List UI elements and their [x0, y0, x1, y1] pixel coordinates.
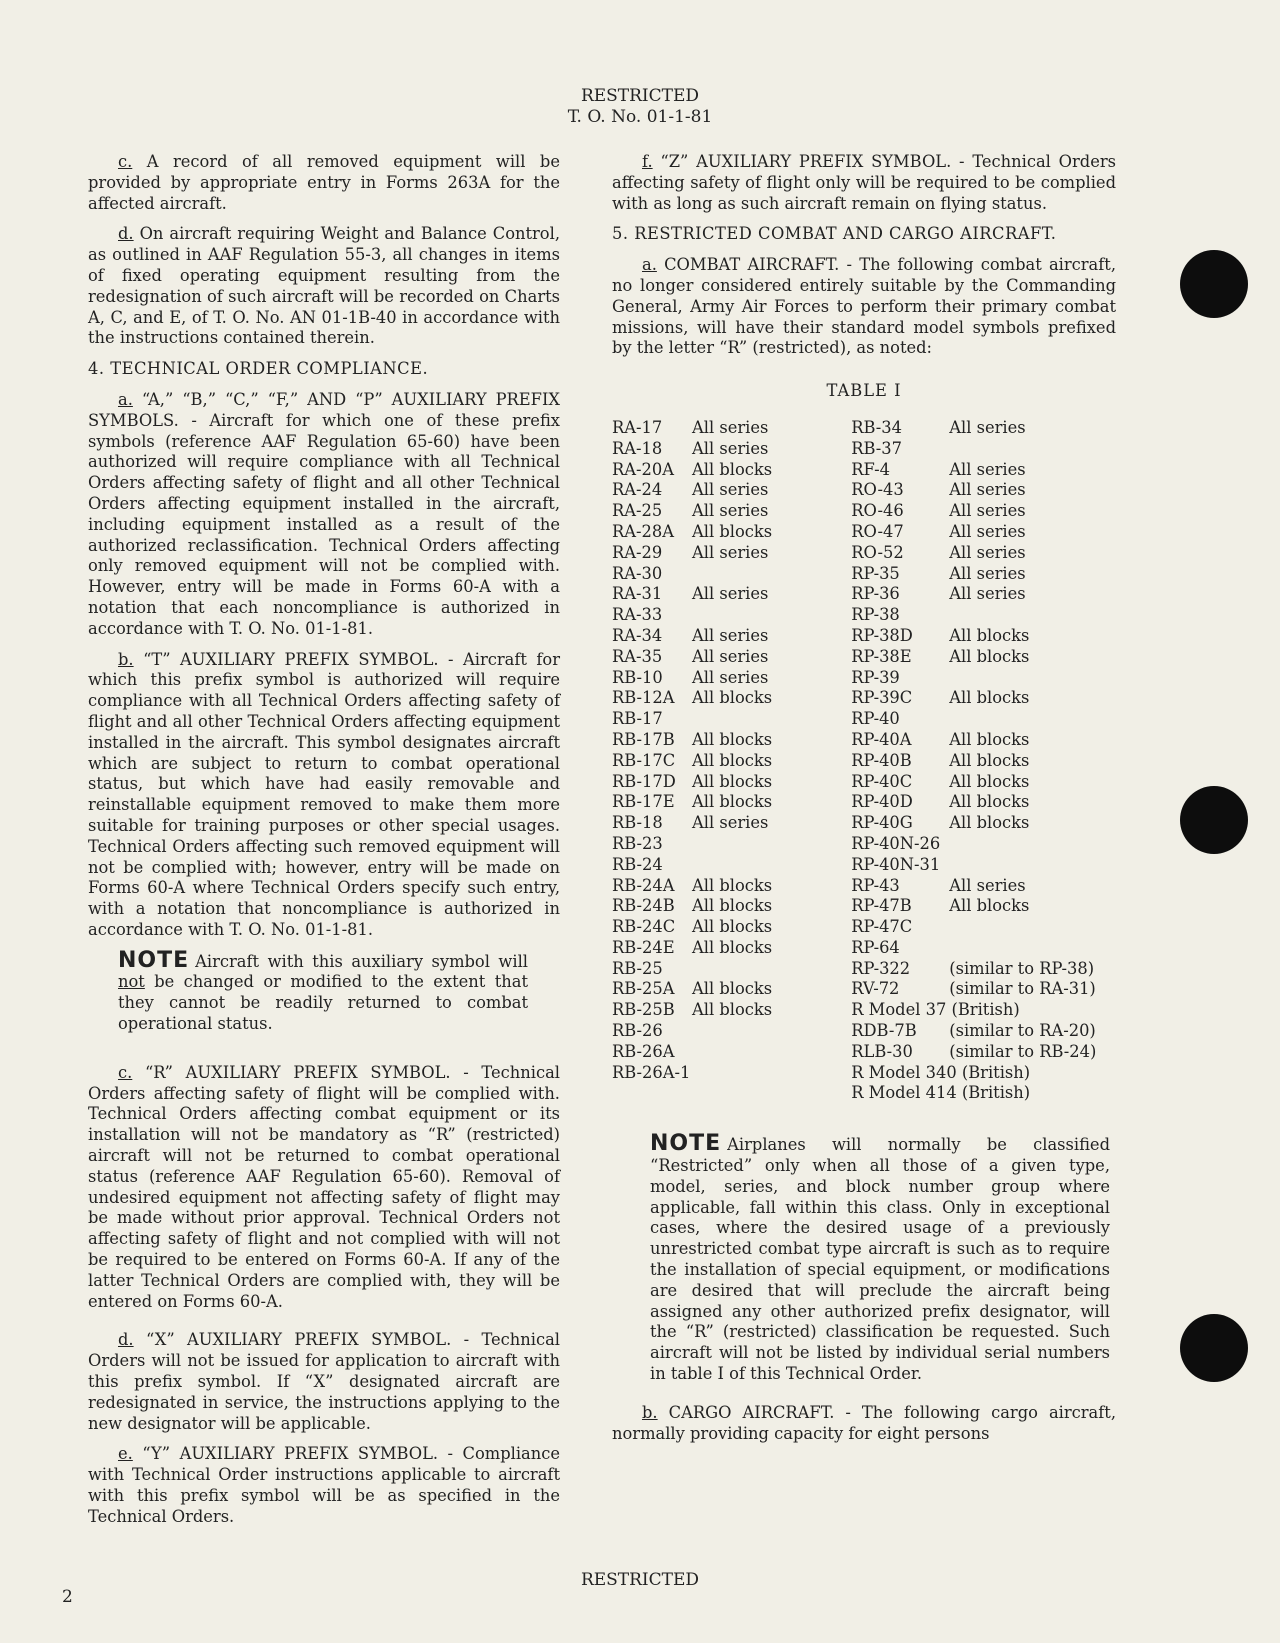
aircraft-coverage: All series	[692, 417, 769, 437]
aircraft-coverage: All series	[692, 667, 769, 687]
table-row	[851, 855, 1116, 876]
aircraft-model: RP-47B	[851, 896, 912, 916]
aircraft-coverage: All series	[949, 584, 1026, 604]
aircraft-model: RB-12A	[612, 688, 675, 708]
aircraft-model: RP-40C	[851, 771, 913, 791]
aircraft-model: RA-30	[612, 563, 663, 583]
aircraft-model: RB-17D	[612, 771, 676, 791]
note-label: NOTE	[650, 1131, 722, 1157]
paragraph-4c	[88, 1063, 560, 1313]
aircraft-model: RP-40	[851, 709, 900, 729]
aircraft-model: RP-64	[851, 937, 900, 957]
table-row	[851, 772, 1116, 793]
aircraft-model: RP-43	[851, 875, 900, 895]
aircraft-model: RP-322	[851, 958, 911, 978]
aircraft-model: RA-31	[612, 584, 663, 604]
table-row	[851, 522, 1116, 543]
table-row	[612, 896, 851, 917]
aircraft-coverage: All series	[692, 584, 769, 604]
table-row	[612, 1000, 851, 1021]
paragraph-4a	[88, 390, 560, 640]
table-row	[851, 418, 1116, 439]
paragraph-label: d.	[118, 1330, 134, 1350]
table-row	[612, 439, 851, 460]
table-column-left	[612, 418, 851, 1104]
table-row	[851, 730, 1116, 751]
section-heading-4: 4. TECHNICAL ORDER COMPLIANCE.	[88, 359, 429, 379]
paragraph-text: “A,” “B,” “C,” “F,” AND “P” AUXILIARY PREFIX SYMBOLS. - Aircraft for which one of these prefix symbols (reference AAF Regulation 65-60) have been authorized will require compliance with all Technical Orders affecting safety of flight and all other Technical Orders affecting equipment installed in the aircraft, including equipment installed as a result of the authorized reclassification. Technical Orders affecting only removed equipment will not be complied with. However, entry will be made in Forms 60-A with a notation that each noncompliance is authorized in accordance with T. O. No. 01-1-81.	[88, 389, 560, 638]
aircraft-model: RP-47C	[851, 917, 913, 937]
right-column	[612, 152, 1116, 1454]
table-row	[851, 564, 1116, 585]
aircraft-coverage: All blocks	[692, 937, 773, 957]
aircraft-coverage: All series	[949, 563, 1026, 583]
aircraft-model: RB-17E	[612, 792, 675, 812]
paragraph-4e	[88, 1444, 560, 1527]
table-row	[612, 647, 851, 668]
table-row	[851, 647, 1116, 668]
aircraft-coverage: All blocks	[692, 875, 773, 895]
table-row	[851, 501, 1116, 522]
paragraph-3c	[88, 152, 560, 214]
table-row	[851, 917, 1116, 938]
paragraph-text: “Z” AUXILIARY PREFIX SYMBOL. - Technical Orders affecting safety of flight only will be required to be complied with as long as such aircraft remain on flying status.	[612, 152, 1116, 213]
aircraft-coverage: All blocks	[692, 688, 773, 708]
aircraft-model: RB-25B	[612, 1000, 675, 1020]
table-row	[851, 792, 1116, 813]
aircraft-coverage: All blocks	[692, 729, 773, 749]
binder-hole-icon	[1180, 250, 1248, 318]
table-row	[851, 813, 1116, 834]
aircraft-coverage: All blocks	[949, 813, 1030, 833]
aircraft-coverage: All series	[949, 417, 1026, 437]
aircraft-model: RA-17	[612, 417, 663, 437]
note-text: Airplanes will normally be classified “Restricted” only when all those of a given type, model, series, and block number group where applicable, fall within this class. Only in exceptional cases, where the desired usage of a previously unrestricted combat type aircraft is such as to require the installation of special equipment, or modifications are desired that will preclude the aircraft being assigned any other authorized prefix designator, will the “R” (restricted) classification be requested. Such aircraft will not be listed by individual serial numbers in table I of this Technical Order.	[650, 1135, 1110, 1384]
aircraft-model: RA-20A	[612, 459, 674, 479]
aircraft-model: RB-25A	[612, 979, 675, 999]
aircraft-coverage: All series	[949, 501, 1026, 521]
aircraft-model: RP-40A	[851, 729, 912, 749]
section-heading-5: 5. RESTRICTED COMBAT AND CARGO AIRCRAFT.	[612, 224, 1057, 244]
aircraft-coverage: All blocks	[692, 1000, 773, 1020]
aircraft-model: RB-18	[612, 813, 663, 833]
aircraft-model: R Model 414 (British)	[851, 1083, 1031, 1103]
aircraft-coverage: (similar to RB-24)	[949, 1041, 1097, 1061]
paragraph-label: c.	[118, 1062, 133, 1082]
aircraft-coverage: All blocks	[949, 750, 1030, 770]
table-row	[851, 1083, 1116, 1104]
aircraft-coverage: All blocks	[692, 750, 773, 770]
table-row	[612, 751, 851, 772]
paragraph-4b	[88, 650, 560, 941]
note-emphasis: not	[118, 972, 145, 992]
table-row	[851, 1000, 1116, 1021]
aircraft-model: RLB-30	[851, 1041, 913, 1061]
aircraft-coverage: All series	[692, 646, 769, 666]
table-title: TABLE I	[826, 381, 902, 401]
table-row	[612, 834, 851, 855]
aircraft-model: RB-17	[612, 709, 663, 729]
aircraft-coverage: All blocks	[692, 896, 773, 916]
aircraft-coverage: All series	[949, 521, 1026, 541]
table-row	[612, 584, 851, 605]
note-box-restricted	[650, 1131, 1110, 1385]
aircraft-model: RA-29	[612, 542, 663, 562]
table-row	[851, 439, 1116, 460]
aircraft-coverage: All blocks	[949, 729, 1030, 749]
table-row	[612, 979, 851, 1000]
table-row	[612, 1021, 851, 1042]
aircraft-coverage: All series	[949, 875, 1026, 895]
aircraft-model: R Model 37 (British)	[851, 1000, 1020, 1020]
note-label: NOTE	[118, 947, 190, 973]
aircraft-coverage: All series	[692, 542, 769, 562]
aircraft-model: RB-10	[612, 667, 663, 687]
paragraph-label: c.	[118, 152, 133, 171]
aircraft-coverage: All blocks	[692, 521, 773, 541]
paragraph-text: “X” AUXILIARY PREFIX SYMBOL. - Technical Orders will not be issued for application to aircraft with this prefix symbol. If “X” designated aircraft are redesignated in service, the instructions applying to the new designator will be applicable.	[88, 1330, 560, 1433]
aircraft-model: RB-24C	[612, 917, 676, 937]
table-row	[612, 876, 851, 897]
table-row	[851, 979, 1116, 1000]
aircraft-coverage: All series	[949, 459, 1026, 479]
paragraph-4f	[612, 152, 1116, 214]
aircraft-coverage: All series	[692, 438, 769, 458]
table-row	[612, 626, 851, 647]
aircraft-coverage: All blocks	[949, 625, 1030, 645]
aircraft-model: RA-34	[612, 625, 663, 645]
aircraft-coverage: All blocks	[949, 688, 1030, 708]
paragraph-label: d.	[118, 224, 134, 244]
aircraft-coverage: All series	[692, 625, 769, 645]
aircraft-model: RB-26A	[612, 1041, 675, 1061]
paragraph-label: a.	[118, 389, 133, 409]
paragraph-5b	[612, 1403, 1116, 1445]
paragraph-label: f.	[642, 152, 653, 171]
page-number: 2	[62, 1587, 73, 1607]
paragraph-label: e.	[118, 1444, 133, 1464]
table-column-right	[851, 418, 1116, 1104]
aircraft-coverage: All blocks	[949, 792, 1030, 812]
aircraft-coverage: All blocks	[949, 646, 1030, 666]
table-row	[851, 896, 1116, 917]
aircraft-model: RB-26	[612, 1021, 663, 1041]
paragraph-label: a.	[642, 255, 657, 275]
paragraph-label: b.	[118, 649, 134, 669]
aircraft-model: RP-40D	[851, 792, 913, 812]
header-to-number: T. O. No. 01-1-81	[567, 107, 713, 127]
aircraft-model: RB-37	[851, 438, 902, 458]
aircraft-coverage: All series	[949, 480, 1026, 500]
table-row	[612, 917, 851, 938]
aircraft-coverage: All blocks	[692, 459, 773, 479]
aircraft-model: RB-24A	[612, 875, 675, 895]
table-row	[851, 460, 1116, 481]
table-row	[612, 813, 851, 834]
aircraft-model: RB-25	[612, 958, 663, 978]
table-row	[612, 543, 851, 564]
aircraft-model: RP-39	[851, 667, 900, 687]
aircraft-model: RO-52	[851, 542, 904, 562]
paragraph-text: “R” AUXILIARY PREFIX SYMBOL. - Technical Orders affecting safety of flight will be complied with. Technical Orders affecting combat equipment or its installation will not be mandatory as “R” (restricted) aircraft will not be returned to combat operational status (reference AAF Regulation 65-60). Removal of undesired equipment not affecting safety of flight may be made without prior approval. Technical Orders not affecting safety of flight and not complied with will not be required to be entered on Forms 60-A. If any of the latter Technical Orders are complied with, they will be entered on Forms 60-A.	[88, 1062, 560, 1311]
table-row	[612, 855, 851, 876]
aircraft-model: RO-47	[851, 521, 904, 541]
paragraph-text: A record of all removed equipment will be provided by appropriate entry in Forms 263A for the affected aircraft.	[88, 152, 560, 213]
aircraft-model: RP-38	[851, 605, 900, 625]
aircraft-coverage: All series	[692, 480, 769, 500]
aircraft-model: RO-46	[851, 501, 904, 521]
aircraft-model: RA-24	[612, 480, 663, 500]
table-row	[612, 418, 851, 439]
table-row	[851, 480, 1116, 501]
aircraft-coverage: All blocks	[949, 896, 1030, 916]
aircraft-model: RP-39C	[851, 688, 913, 708]
left-column	[88, 152, 560, 1538]
aircraft-model: RA-35	[612, 646, 663, 666]
aircraft-model: RB-17C	[612, 750, 676, 770]
page-header	[0, 86, 1280, 128]
table-row	[851, 834, 1116, 855]
aircraft-coverage: All series	[692, 501, 769, 521]
table-row	[612, 1042, 851, 1063]
header-restricted: RESTRICTED	[580, 86, 700, 106]
aircraft-model: RP-40G	[851, 813, 913, 833]
aircraft-model: RP-40B	[851, 750, 912, 770]
table-row	[851, 605, 1116, 626]
paragraph-3d	[88, 224, 560, 349]
aircraft-model: RB-17B	[612, 729, 675, 749]
table-row	[612, 564, 851, 585]
note-text-after: be changed or modified to the extent that they cannot be readily returned to combat operational status.	[118, 972, 528, 1034]
aircraft-coverage: (similar to RA-31)	[949, 979, 1096, 999]
aircraft-model: RP-38D	[851, 625, 913, 645]
table-row	[851, 751, 1116, 772]
table-row	[851, 543, 1116, 564]
table-row	[612, 501, 851, 522]
table-row	[612, 772, 851, 793]
table-row	[612, 709, 851, 730]
aircraft-model: RA-28A	[612, 521, 674, 541]
note-text-before: Aircraft with this auxiliary symbol will	[195, 951, 528, 971]
aircraft-coverage: All series	[692, 813, 769, 833]
aircraft-model: RB-34	[851, 417, 902, 437]
table-row	[851, 938, 1116, 959]
aircraft-model: RDB-7B	[851, 1021, 917, 1041]
aircraft-coverage: All blocks	[692, 771, 773, 791]
note-box-t-symbol	[118, 947, 528, 1035]
aircraft-model: R Model 340 (British)	[851, 1062, 1031, 1082]
table-row	[851, 688, 1116, 709]
table-row	[851, 876, 1116, 897]
aircraft-table	[612, 418, 1116, 1104]
paragraph-text: On aircraft requiring Weight and Balance Control, as outlined in AAF Regulation 55-3, all changes in items of fixed operating equipment resulting from the redesignation of such aircraft will be recorded on Charts A, C, and E, of T. O. No. AN 01-1B-40 in accordance with the instructions contained therein.	[88, 224, 560, 348]
aircraft-model: RA-33	[612, 605, 663, 625]
aircraft-model: RB-23	[612, 833, 663, 853]
aircraft-model: RP-40N-31	[851, 854, 941, 874]
table-row	[612, 792, 851, 813]
paragraph-text: “Y” AUXILIARY PREFIX SYMBOL. - Compliance with Technical Order instructions applicable to aircraft with this prefix symbol will be as specified in the Technical Orders.	[88, 1444, 560, 1526]
paragraph-text: CARGO AIRCRAFT. - The following cargo aircraft, normally providing capacity for eight persons	[612, 1402, 1116, 1443]
aircraft-coverage: (similar to RA-20)	[949, 1021, 1096, 1041]
table-row	[851, 1042, 1116, 1063]
table-row	[851, 626, 1116, 647]
paragraph-4d	[88, 1330, 560, 1434]
table-row	[612, 668, 851, 689]
table-row	[851, 959, 1116, 980]
aircraft-model: RB-24B	[612, 896, 675, 916]
paragraph-text: COMBAT AIRCRAFT. - The following combat aircraft, no longer considered entirely suitable by the Commanding General, Army Air Forces to perform their primary combat missions, will have their standard model symbols prefixed by the letter “R” (restricted), as noted:	[612, 255, 1116, 358]
aircraft-model: RV-72	[851, 979, 900, 999]
table-row	[851, 668, 1116, 689]
binder-hole-icon	[1180, 786, 1248, 854]
binder-hole-icon	[1180, 1314, 1248, 1382]
table-row	[851, 709, 1116, 730]
aircraft-model: RB-24	[612, 854, 663, 874]
aircraft-coverage: (similar to RP-38)	[949, 958, 1095, 978]
table-row	[612, 522, 851, 543]
table-row	[612, 959, 851, 980]
table-row	[851, 1021, 1116, 1042]
table-row	[612, 480, 851, 501]
aircraft-model: RP-40N-26	[851, 833, 941, 853]
aircraft-model: RP-36	[851, 584, 900, 604]
paragraph-text: “T” AUXILIARY PREFIX SYMBOL. - Aircraft for which this prefix symbol is authorized will require compliance with all Technical Orders affecting safety of flight and all other Technical Orders affecting equipment installed in the aircraft. This symbol designates aircraft which are subject to return to combat operational status, but which have had easily removable and reinstallable equipment removed to make them more suitable for training purposes or other special usages. Technical Orders affecting such removed equipment will not be complied with; however, entry will be made on Forms 60-A where Technical Orders specify such entry, with a notation that noncompliance is authorized in accordance with T. O. No. 01-1-81.	[88, 649, 560, 939]
aircraft-model: RP-35	[851, 563, 900, 583]
table-row	[851, 584, 1116, 605]
aircraft-model: RP-38E	[851, 646, 912, 666]
table-row	[612, 605, 851, 626]
aircraft-coverage: All blocks	[692, 917, 773, 937]
table-row	[612, 938, 851, 959]
page-footer: RESTRICTED	[580, 1570, 700, 1590]
aircraft-model: RB-24E	[612, 937, 675, 957]
aircraft-coverage: All series	[949, 542, 1026, 562]
paragraph-label: b.	[642, 1402, 658, 1422]
table-row	[612, 1063, 851, 1084]
table-row	[612, 688, 851, 709]
aircraft-coverage: All blocks	[692, 979, 773, 999]
table-row	[851, 1063, 1116, 1084]
table-row	[612, 730, 851, 751]
aircraft-coverage: All blocks	[692, 792, 773, 812]
aircraft-model: RB-26A-1	[612, 1062, 691, 1082]
aircraft-model: RA-18	[612, 438, 663, 458]
aircraft-model: RA-25	[612, 501, 663, 521]
aircraft-model: RF-4	[851, 459, 890, 479]
aircraft-model: RO-43	[851, 480, 904, 500]
table-row	[612, 460, 851, 481]
paragraph-5a	[612, 255, 1116, 359]
aircraft-coverage: All blocks	[949, 771, 1030, 791]
